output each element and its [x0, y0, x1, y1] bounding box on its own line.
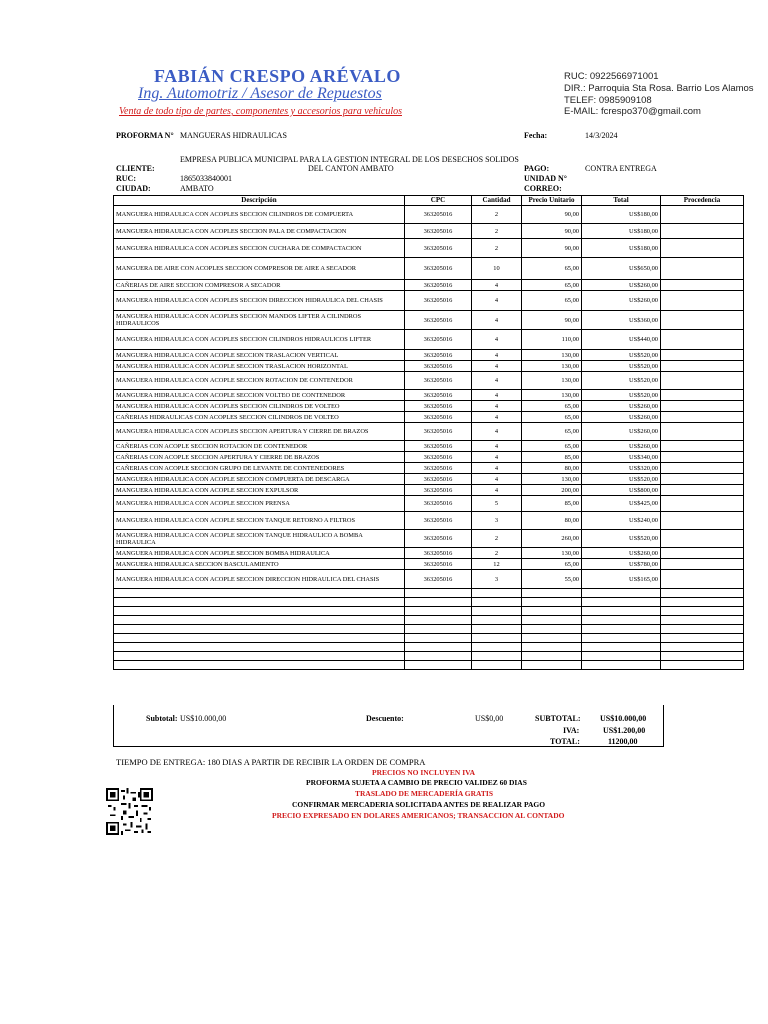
item-procedencia — [661, 452, 744, 463]
item-description: MANGUERA HIDRAULICA CON ACOPLES SECCION CUCHARA DE COMPACTACION — [114, 239, 405, 258]
empty-cell — [405, 616, 472, 625]
empty-cell — [472, 616, 522, 625]
empty-cell — [661, 616, 744, 625]
item-procedencia — [661, 570, 744, 589]
item-total: US$425,00 — [582, 496, 661, 512]
item-total: US$260,00 — [582, 291, 661, 311]
item-description: CAÑERIAS CON ACOPLE SECCION APERTURA Y CIERRE DE BRAZOS — [114, 452, 405, 463]
item-unit-price: 65,00 — [522, 412, 582, 423]
item-unit-price: 130,00 — [522, 361, 582, 372]
table-row — [114, 474, 744, 485]
item-total: US$780,00 — [582, 559, 661, 570]
item-cpc: 363205016 — [405, 390, 472, 401]
ruc-label: RUC: — [116, 174, 136, 183]
item-cpc: 363205016 — [405, 485, 472, 496]
empty-cell — [114, 643, 405, 652]
item-cpc: 363205016 — [405, 372, 472, 390]
item-total: US$260,00 — [582, 412, 661, 423]
subtotal-label: Subtotal: — [146, 714, 178, 723]
empty-cell — [522, 652, 582, 661]
header-cpc: CPC — [405, 196, 472, 206]
empty-cell — [582, 598, 661, 607]
table-row — [114, 548, 744, 559]
header-descripcion: Descripción — [114, 196, 405, 206]
empty-cell — [522, 643, 582, 652]
item-quantity: 4 — [472, 452, 522, 463]
item-total: US$520,00 — [582, 350, 661, 361]
cliente-label: CLIENTE: — [116, 164, 155, 173]
contact-phone: TELEF: 0985909108 — [564, 95, 652, 106]
item-quantity: 4 — [472, 372, 522, 390]
item-quantity: 3 — [472, 570, 522, 589]
item-total: US$180,00 — [582, 206, 661, 224]
table-row — [114, 463, 744, 474]
item-quantity: 4 — [472, 291, 522, 311]
totals-box — [113, 705, 664, 747]
item-quantity: 3 — [472, 512, 522, 530]
item-procedencia — [661, 224, 744, 239]
table-row — [114, 412, 744, 423]
fecha-label: Fecha: — [524, 131, 548, 140]
total-label: TOTAL: — [550, 737, 580, 746]
item-cpc: 363205016 — [405, 280, 472, 291]
item-unit-price: 110,00 — [522, 330, 582, 350]
item-cpc: 363205016 — [405, 423, 472, 441]
item-description: MANGUERA HIDRAULICA CON ACOPLES SECCION CILINDROS HIDRAULICOS LIFTER — [114, 330, 405, 350]
item-cpc: 363205016 — [405, 570, 472, 589]
item-cpc: 363205016 — [405, 548, 472, 559]
item-procedencia — [661, 441, 744, 452]
table-row — [114, 559, 744, 570]
empty-cell — [661, 634, 744, 643]
item-total: US$260,00 — [582, 423, 661, 441]
item-unit-price: 65,00 — [522, 280, 582, 291]
item-description: MANGUERA HIDRAULICA CON ACOPLE SECCION BOMBA HIDRAULICA — [114, 548, 405, 559]
note-confirmar: CONFIRMAR MERCADERIA SOLICITADA ANTES DE REALIZAR PAGO — [292, 800, 546, 809]
item-unit-price: 90,00 — [522, 239, 582, 258]
item-unit-price: 55,00 — [522, 570, 582, 589]
subtotal2-value: US$10.000,00 — [600, 714, 647, 723]
table-row — [114, 291, 744, 311]
empty-cell — [405, 634, 472, 643]
item-cpc: 363205016 — [405, 559, 472, 570]
item-total: US$520,00 — [582, 474, 661, 485]
empty-cell — [522, 661, 582, 670]
ciudad-label: CIUDAD: — [116, 184, 151, 193]
item-cpc: 363205016 — [405, 311, 472, 330]
client-name-line2: DEL CANTON AMBATO — [308, 164, 394, 173]
item-quantity: 2 — [472, 224, 522, 239]
item-procedencia — [661, 412, 744, 423]
item-description: MANGUERA HIDRAULICA CON ACOPLE SECCION TRASLACION HORIZONTAL — [114, 361, 405, 372]
header-procedencia: Procedencia — [661, 196, 744, 206]
item-total: US$440,00 — [582, 330, 661, 350]
total-value: 11200,00 — [608, 737, 638, 746]
qr-code-icon — [106, 788, 153, 835]
correo-label: CORREO: — [524, 184, 562, 193]
item-unit-price: 65,00 — [522, 441, 582, 452]
item-quantity: 2 — [472, 206, 522, 224]
item-description: MANGUERA HIDRAULICA CON ACOPLES SECCION DIRECCION HIDRAULICA DEL CHASIS — [114, 291, 405, 311]
empty-cell — [522, 598, 582, 607]
company-role: Ing. Automotriz / Asesor de Repuestos — [138, 85, 382, 102]
empty-cell — [522, 625, 582, 634]
empty-cell — [114, 661, 405, 670]
item-cpc: 363205016 — [405, 239, 472, 258]
item-procedencia — [661, 361, 744, 372]
table-row — [114, 401, 744, 412]
item-unit-price: 260,00 — [522, 530, 582, 548]
item-total: US$260,00 — [582, 441, 661, 452]
item-description: MANGUERA HIDRAULICA CON ACOPLE SECCION TANQUE RETORNO A FILTROS — [114, 512, 405, 530]
item-description: MANGUERA HIDRAULICA CON ACOPLES SECCION PALA DE COMPACTACION — [114, 224, 405, 239]
item-unit-price: 85,00 — [522, 452, 582, 463]
item-quantity: 2 — [472, 530, 522, 548]
item-total: US$165,00 — [582, 570, 661, 589]
pago-value: CONTRA ENTREGA — [585, 164, 657, 173]
table-row — [114, 330, 744, 350]
empty-cell — [472, 607, 522, 616]
item-total: US$520,00 — [582, 390, 661, 401]
table-row — [114, 496, 744, 512]
item-description: CAÑERIAS HIDRAULICAS CON ACOPLES SECCION CILINDROS DE VOLTEO — [114, 412, 405, 423]
table-row — [114, 485, 744, 496]
contact-address: DIR.: Parroquia Sta Rosa. Barrio Los Alamos — [564, 83, 754, 94]
item-unit-price: 130,00 — [522, 372, 582, 390]
item-description: MANGUERA HIDRAULICA CON ACOPLE SECCION DIRECCION HIDRAULICA DEL CHASIS — [114, 570, 405, 589]
item-quantity: 12 — [472, 559, 522, 570]
item-unit-price: 130,00 — [522, 548, 582, 559]
item-total: US$360,00 — [582, 311, 661, 330]
empty-cell — [472, 652, 522, 661]
empty-cell — [405, 589, 472, 598]
note-no-iva: PRECIOS NO INCLUYEN IVA — [372, 768, 476, 777]
item-unit-price: 65,00 — [522, 423, 582, 441]
item-description: MANGUERA DE AIRE CON ACOPLES SECCION COMPRESOR DE AIRE A SECADOR — [114, 258, 405, 280]
item-quantity: 4 — [472, 401, 522, 412]
item-unit-price: 130,00 — [522, 350, 582, 361]
table-row — [114, 224, 744, 239]
item-procedencia — [661, 372, 744, 390]
item-total: US$520,00 — [582, 372, 661, 390]
item-cpc: 363205016 — [405, 474, 472, 485]
item-description: MANGUERA HIDRAULICA CON ACOPLE SECCION PRENSA — [114, 496, 405, 512]
item-quantity: 4 — [472, 463, 522, 474]
item-cpc: 363205016 — [405, 291, 472, 311]
empty-cell — [661, 607, 744, 616]
header-total: Total — [582, 196, 661, 206]
client-name-line1: EMPRESA PUBLICA MUNICIPAL PARA LA GESTION INTEGRAL DE LOS DESECHOS SOLIDOS — [180, 155, 519, 164]
item-quantity: 2 — [472, 548, 522, 559]
empty-cell — [114, 598, 405, 607]
item-quantity: 4 — [472, 485, 522, 496]
item-total: US$320,00 — [582, 463, 661, 474]
empty-cell — [582, 661, 661, 670]
item-procedencia — [661, 485, 744, 496]
item-cpc: 363205016 — [405, 412, 472, 423]
item-procedencia — [661, 330, 744, 350]
item-cpc: 363205016 — [405, 258, 472, 280]
item-quantity: 4 — [472, 330, 522, 350]
item-procedencia — [661, 258, 744, 280]
table-row-empty — [114, 634, 744, 643]
table-row — [114, 570, 744, 589]
empty-cell — [522, 607, 582, 616]
item-description: MANGUERA HIDRAULICA CON ACOPLES SECCION APERTURA Y CIERRE DE BRAZOS — [114, 423, 405, 441]
descuento-label: Descuento: — [366, 714, 404, 723]
item-procedencia — [661, 559, 744, 570]
empty-cell — [114, 652, 405, 661]
item-total: US$520,00 — [582, 530, 661, 548]
proforma-value: MANGUERAS HIDRAULICAS — [180, 131, 287, 140]
table-row-empty — [114, 625, 744, 634]
empty-cell — [114, 634, 405, 643]
table-row-empty — [114, 598, 744, 607]
pago-label: PAGO: — [524, 164, 550, 173]
item-cpc: 363205016 — [405, 441, 472, 452]
empty-cell — [522, 589, 582, 598]
item-unit-price: 65,00 — [522, 258, 582, 280]
iva-label: IVA: — [563, 726, 580, 735]
ruc-value: 1865033840001 — [180, 174, 232, 183]
item-cpc: 363205016 — [405, 330, 472, 350]
item-description: CAÑERIAS CON ACOPLE SECCION GRUPO DE LEVANTE DE CONTENEDORES — [114, 463, 405, 474]
empty-cell — [472, 643, 522, 652]
item-procedencia — [661, 548, 744, 559]
item-unit-price: 200,00 — [522, 485, 582, 496]
table-row-empty — [114, 589, 744, 598]
item-description: MANGUERA HIDRAULICA CON ACOPLE SECCION TANQUE HIDRAULICO A BOMBA HIDRAULICA — [114, 530, 405, 548]
item-unit-price: 80,00 — [522, 463, 582, 474]
item-unit-price: 80,00 — [522, 512, 582, 530]
table-row-empty — [114, 643, 744, 652]
note-validity: PROFORMA SUJETA A CAMBIO DE PRECIO VALIDEZ 60 DIAS — [306, 778, 527, 787]
empty-cell — [114, 589, 405, 598]
empty-cell — [522, 634, 582, 643]
items-table — [113, 195, 744, 670]
empty-cell — [661, 643, 744, 652]
descuento-value: US$0,00 — [475, 714, 504, 723]
empty-cell — [405, 652, 472, 661]
item-total: US$240,00 — [582, 512, 661, 530]
item-quantity: 4 — [472, 361, 522, 372]
item-quantity: 2 — [472, 239, 522, 258]
item-description: MANGUERA HIDRAULICA CON ACOPLE SECCION ROTACION DE CONTENEDOR — [114, 372, 405, 390]
contact-ruc: RUC: 0922566971001 — [564, 71, 659, 82]
table-header-row — [114, 196, 744, 206]
table-row — [114, 423, 744, 441]
item-procedencia — [661, 206, 744, 224]
empty-cell — [405, 607, 472, 616]
table-row — [114, 239, 744, 258]
item-description: MANGUERA HIDRAULICA CON ACOPLE SECCION VOLTEO DE CONTENEDOR — [114, 390, 405, 401]
empty-cell — [405, 598, 472, 607]
item-quantity: 4 — [472, 412, 522, 423]
item-quantity: 4 — [472, 390, 522, 401]
item-description: MANGUERA HIDRAULICA CON ACOPLES SECCION MANDOS LIFTER A CILINDROS HIDRAULICOS — [114, 311, 405, 330]
item-cpc: 363205016 — [405, 463, 472, 474]
empty-cell — [472, 625, 522, 634]
item-cpc: 363205016 — [405, 224, 472, 239]
empty-cell — [582, 625, 661, 634]
item-procedencia — [661, 390, 744, 401]
header-cantidad: Cantidad — [472, 196, 522, 206]
item-description: MANGUERA HIDRAULICA CON ACOPLES SECCION CILINDROS DE VOLTEO — [114, 401, 405, 412]
item-description: MANGUERA HIDRAULICA SECCION BASCULAMIENTO — [114, 559, 405, 570]
empty-cell — [582, 616, 661, 625]
table-row — [114, 452, 744, 463]
empty-cell — [405, 661, 472, 670]
item-unit-price: 130,00 — [522, 474, 582, 485]
empty-cell — [661, 661, 744, 670]
empty-cell — [114, 616, 405, 625]
item-quantity: 10 — [472, 258, 522, 280]
item-procedencia — [661, 239, 744, 258]
item-cpc: 363205016 — [405, 530, 472, 548]
item-procedencia — [661, 291, 744, 311]
item-total: US$650,00 — [582, 258, 661, 280]
item-unit-price: 65,00 — [522, 291, 582, 311]
empty-cell — [405, 625, 472, 634]
table-row — [114, 361, 744, 372]
empty-cell — [582, 643, 661, 652]
iva-value: US$1.200,00 — [603, 726, 646, 735]
table-row — [114, 441, 744, 452]
item-procedencia — [661, 530, 744, 548]
item-procedencia — [661, 350, 744, 361]
table-row-empty — [114, 616, 744, 625]
item-cpc: 363205016 — [405, 452, 472, 463]
contact-email: E-MAIL: fcrespo370@gmail.com — [564, 106, 701, 117]
table-row — [114, 390, 744, 401]
item-procedencia — [661, 423, 744, 441]
item-unit-price: 85,00 — [522, 496, 582, 512]
table-row-empty — [114, 652, 744, 661]
empty-cell — [522, 616, 582, 625]
item-total: US$180,00 — [582, 239, 661, 258]
item-total: US$260,00 — [582, 280, 661, 291]
delivery-note: TIEMPO DE ENTREGA: 180 DIAS A PARTIR DE RECIBIR LA ORDEN DE COMPRA — [116, 757, 426, 767]
item-description: MANGUERA HIDRAULICA CON ACOPLE SECCION COMPUERTA DE DESCARGA — [114, 474, 405, 485]
item-total: US$260,00 — [582, 401, 661, 412]
empty-cell — [661, 598, 744, 607]
empty-cell — [661, 625, 744, 634]
item-description: CAÑERIAS CON ACOPLE SECCION ROTACION DE CONTENEDOR — [114, 441, 405, 452]
item-quantity: 4 — [472, 441, 522, 452]
item-unit-price: 90,00 — [522, 311, 582, 330]
empty-cell — [582, 607, 661, 616]
item-total: US$800,00 — [582, 485, 661, 496]
item-unit-price: 65,00 — [522, 401, 582, 412]
item-unit-price: 90,00 — [522, 224, 582, 239]
empty-cell — [114, 625, 405, 634]
empty-cell — [472, 634, 522, 643]
subtotal2-label: SUBTOTAL: — [535, 714, 581, 723]
fecha-value: 14/3/2024 — [585, 131, 618, 140]
proforma-label: PROFORMA N° — [116, 131, 174, 140]
table-row — [114, 206, 744, 224]
company-name: FABIÁN CRESPO ARÉVALO — [154, 66, 401, 86]
item-cpc: 363205016 — [405, 496, 472, 512]
item-cpc: 363205016 — [405, 401, 472, 412]
item-cpc: 363205016 — [405, 512, 472, 530]
item-quantity: 4 — [472, 311, 522, 330]
unidad-label: UNIDAD N° — [524, 174, 567, 183]
empty-cell — [582, 652, 661, 661]
empty-cell — [472, 598, 522, 607]
item-quantity: 4 — [472, 350, 522, 361]
company-tagline: Venta de todo tipo de partes, componentes y accesorios para vehiculos — [119, 106, 402, 117]
empty-cell — [582, 634, 661, 643]
item-cpc: 363205016 — [405, 206, 472, 224]
item-description: MANGUERA HIDRAULICA CON ACOPLE SECCION TRASLACION VERTICAL — [114, 350, 405, 361]
items-body — [114, 206, 744, 670]
item-quantity: 4 — [472, 474, 522, 485]
item-procedencia — [661, 311, 744, 330]
note-dolares: PRECIO EXPRESADO EN DOLARES AMERICANOS; TRANSACCION AL CONTADO — [272, 811, 565, 820]
table-row — [114, 280, 744, 291]
item-cpc: 363205016 — [405, 361, 472, 372]
item-procedencia — [661, 280, 744, 291]
empty-cell — [661, 652, 744, 661]
item-procedencia — [661, 474, 744, 485]
item-cpc: 363205016 — [405, 350, 472, 361]
item-unit-price: 65,00 — [522, 559, 582, 570]
table-row — [114, 512, 744, 530]
item-quantity: 4 — [472, 423, 522, 441]
table-row — [114, 372, 744, 390]
table-row — [114, 530, 744, 548]
subtotal-value: US$10.000,00 — [180, 714, 227, 723]
empty-cell — [661, 589, 744, 598]
header-precio-unitario: Precio Unitario — [522, 196, 582, 206]
empty-cell — [472, 589, 522, 598]
item-quantity: 5 — [472, 496, 522, 512]
item-unit-price: 130,00 — [522, 390, 582, 401]
item-total: US$180,00 — [582, 224, 661, 239]
table-row — [114, 258, 744, 280]
table-row-empty — [114, 607, 744, 616]
table-row — [114, 350, 744, 361]
item-procedencia — [661, 496, 744, 512]
empty-cell — [472, 661, 522, 670]
item-procedencia — [661, 401, 744, 412]
note-traslado: TRASLADO DE MERCADERÍA GRATIS — [355, 789, 494, 798]
item-procedencia — [661, 463, 744, 474]
item-total: US$340,00 — [582, 452, 661, 463]
item-quantity: 4 — [472, 280, 522, 291]
table-row-empty — [114, 661, 744, 670]
ciudad-value: AMBATO — [180, 184, 214, 193]
empty-cell — [582, 589, 661, 598]
item-description: MANGUERA HIDRAULICA CON ACOPLES SECCION CILINDROS DE COMPUERTA — [114, 206, 405, 224]
item-procedencia — [661, 512, 744, 530]
empty-cell — [405, 643, 472, 652]
item-total: US$260,00 — [582, 548, 661, 559]
empty-cell — [114, 607, 405, 616]
item-description: MANGUERA HIDRAULICA CON ACOPLE SECCION EXPULSOR — [114, 485, 405, 496]
item-description: CAÑERIAS DE AIRE SECCION COMPRESOR A SECADOR — [114, 280, 405, 291]
item-unit-price: 90,00 — [522, 206, 582, 224]
item-total: US$520,00 — [582, 361, 661, 372]
table-row — [114, 311, 744, 330]
